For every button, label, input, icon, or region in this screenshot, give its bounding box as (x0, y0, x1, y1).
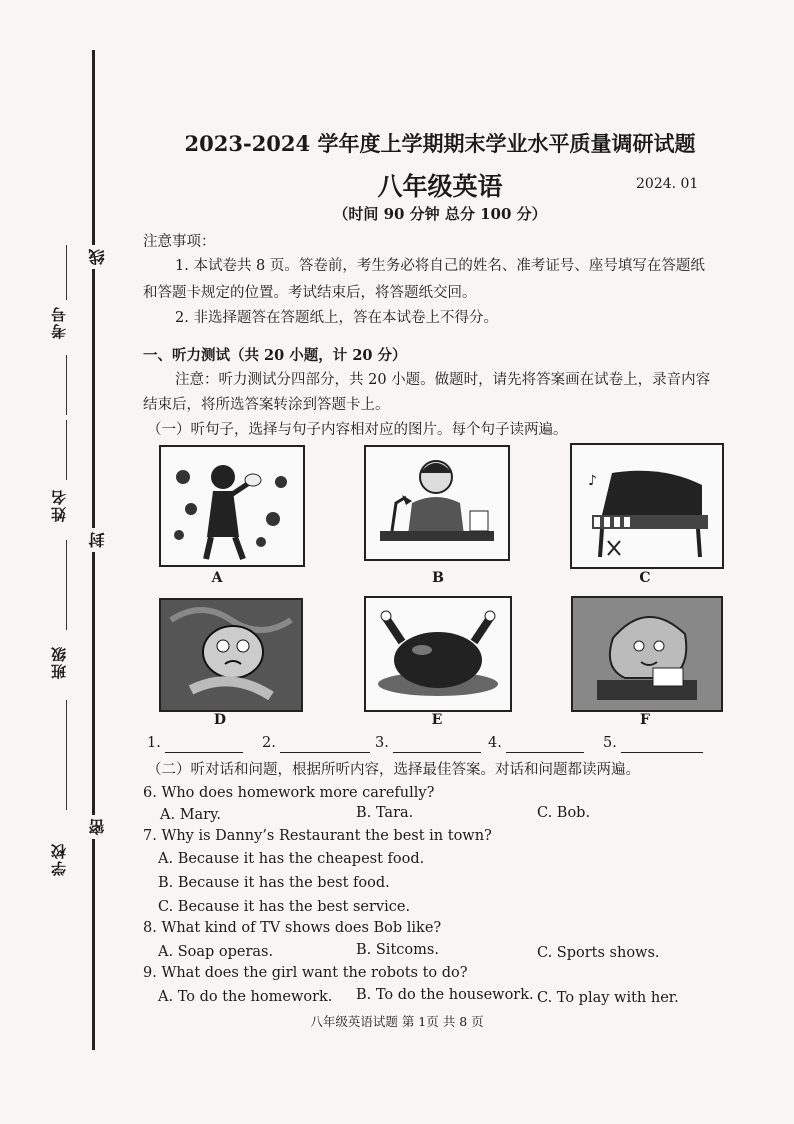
name-blank (66, 420, 67, 480)
picture-c-piano (570, 443, 724, 569)
name-blank-lower (66, 540, 67, 630)
exam-number-label: 考号 (50, 305, 68, 339)
picture-c-label: C (639, 570, 651, 586)
section1-note-line1: 注意：听力测试分四部分，共 20 小题。做题时，请先将答案画在试卷上，录音内容 (175, 372, 711, 388)
part1-heading: （一）听句子，选择与句子内容相对应的图片。每个句子读两遍。 (147, 422, 568, 438)
notes-heading: 注意事项： (143, 234, 216, 250)
notes-item1-line2: 和答题卡规定的位置。考试结束后，将答题纸交回。 (143, 285, 477, 301)
class-blank (66, 700, 67, 810)
q7-option-c: C. Because it has the best service. (158, 899, 411, 915)
exam-number-blank (66, 245, 67, 300)
picture-a-label: A (211, 570, 223, 586)
question-7: 7. Why is Danny’s Restaurant the best in town? (143, 828, 492, 844)
answer-blank-2: 2. (262, 733, 370, 753)
section1-note-line2: 结束后，将所选答案转涂到答题卡上。 (143, 397, 390, 413)
exam-date: 2024. 01 (636, 176, 699, 192)
picture-e-roast-turkey (364, 596, 512, 712)
picture-b-student-desk (364, 445, 510, 561)
q8-option-a: A. Soap operas. (158, 944, 274, 960)
q9-option-a: A. To do the homework. (158, 989, 333, 1005)
q6-option-c: C. Bob. (537, 805, 591, 821)
answer-blank-5: 5. (603, 733, 703, 753)
exam-time-info: （时间 90 分钟 总分 100 分） (333, 205, 547, 223)
exam-number-blank-lower (66, 355, 67, 415)
question-6: 6. Who does homework more carefully? (143, 785, 435, 801)
part2-heading: （二）听对话和问题，根据所听内容，选择最佳答案。对话和问题都读两遍。 (147, 762, 640, 778)
q6-option-b: B. Tara. (356, 805, 414, 821)
picture-f-label: F (640, 712, 650, 728)
picture-d-scared-person (159, 598, 303, 712)
exam-subtitle: 八年级英语 (377, 172, 503, 201)
section1-heading: 一、听力测试（共 20 小题，计 20 分） (143, 347, 407, 364)
answer-blank-4: 4. (488, 733, 584, 753)
q7-option-b: B. Because it has the best food. (158, 875, 390, 891)
q9-option-b: B. To do the housework. (356, 987, 534, 1003)
exam-title: 2023-2024 学年度上学期期末学业水平质量调研试题 (184, 131, 696, 156)
picture-a-sneezing (159, 445, 305, 567)
svg-text:♪: ♪ (588, 473, 597, 489)
notes-item2: 2. 非选择题答在答题纸上，答在本试卷上不得分。 (175, 310, 498, 326)
q8-option-c: C. Sports shows. (537, 945, 660, 961)
answer-blank-1: 1. (147, 733, 243, 753)
picture-f-woman-reading (571, 596, 723, 712)
seal-line-mark: 线 (86, 245, 109, 269)
question-9: 9. What does the girl want the robots to do? (143, 965, 468, 981)
picture-d-label: D (213, 712, 227, 728)
question-8: 8. What kind of TV shows does Bob like? (143, 920, 442, 936)
q9-option-c: C. To play with her. (537, 990, 679, 1006)
picture-b-label: B (432, 570, 444, 586)
answer-blank-3: 3. (375, 733, 481, 753)
class-label: 班级 (50, 645, 68, 679)
page-footer: 八年级英语试题 第 1页 共 8 页 (310, 1014, 484, 1029)
name-label: 姓名 (50, 488, 68, 522)
seal-feng-mark: 封 (86, 528, 109, 552)
seal-mi-mark: 密 (86, 815, 109, 839)
school-label: 学校 (50, 842, 68, 876)
q7-option-a: A. Because it has the cheapest food. (158, 851, 425, 867)
q6-option-a: A. Mary. (160, 807, 221, 823)
q8-option-b: B. Sitcoms. (356, 942, 439, 958)
notes-item1-line1: 1. 本试卷共 8 页。答卷前，考生务必将自己的姓名、准考证号、座号填写在答题纸 (175, 258, 705, 274)
picture-e-label: E (431, 712, 443, 728)
